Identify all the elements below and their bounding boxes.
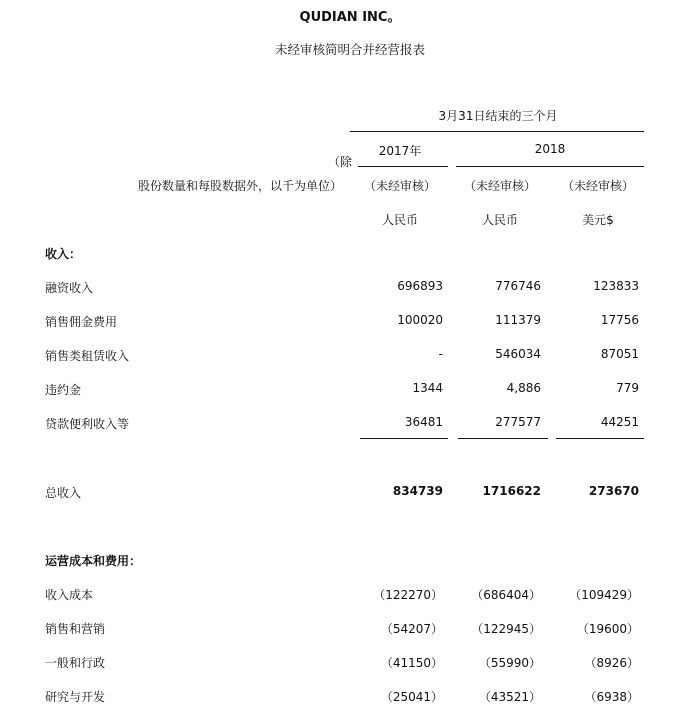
audit-label-2: （未经审核）: [561, 179, 634, 193]
period-header: 3月31日结束的三个月: [438, 109, 558, 123]
row-value: 44251: [600, 415, 639, 429]
company-name: QUDIAN INC。: [299, 10, 401, 25]
row-value: （686404）: [471, 588, 541, 602]
total-revenue-label: 总收入: [45, 486, 82, 500]
row-value: （55990）: [478, 656, 541, 670]
row-value: 36481: [404, 415, 443, 429]
year-2018-rule: [456, 166, 644, 167]
row-label: 融资收入: [45, 281, 94, 295]
currency-1: 人民币: [481, 213, 518, 227]
total-revenue-value: 1716622: [482, 484, 541, 498]
row-value: -: [438, 347, 443, 361]
row-value: （25041）: [380, 690, 443, 704]
total-revenue-value: 834739: [392, 484, 443, 498]
row-value: 1344: [412, 381, 443, 395]
currency-0: 人民币: [381, 213, 418, 227]
subtotal-rule-2: [556, 438, 644, 439]
row-label: 销售类租赁收入: [45, 349, 130, 363]
row-value: 696893: [397, 279, 443, 293]
row-label: 违约金: [45, 383, 82, 397]
row-value: （19600）: [576, 622, 639, 636]
row-value: （54207）: [380, 622, 443, 636]
row-value: 546034: [495, 347, 541, 361]
row-value: 17756: [600, 313, 639, 327]
unit-note-line2: 股份数量和每股数据外，以千为单位）: [137, 179, 342, 193]
row-value: （109429）: [569, 588, 639, 602]
row-label: 研究与开发: [45, 690, 106, 704]
row-value: 4,886: [506, 381, 541, 395]
subtotal-rule-1: [458, 438, 548, 439]
unit-note-line1: （除: [328, 155, 353, 169]
row-value: （122270）: [373, 588, 443, 602]
currency-2: 美元$: [582, 213, 614, 227]
row-value: （6938）: [584, 690, 639, 704]
costs-section-label: 运营成本和费用：: [45, 554, 142, 568]
row-label: 收入成本: [45, 588, 94, 602]
subtotal-rule-0: [360, 438, 448, 439]
year-2017-rule: [358, 166, 448, 167]
row-value: 779: [616, 381, 639, 395]
row-value: 87051: [600, 347, 639, 361]
row-label: 一般和行政: [45, 656, 106, 670]
row-value: （43521）: [478, 690, 541, 704]
row-value: 100020: [397, 313, 443, 327]
statement-title: 未经审核简明合并经营报表: [274, 42, 425, 57]
total-revenue-value: 273670: [588, 484, 639, 498]
year-2017: 2017年: [378, 144, 422, 158]
row-value: （41150）: [380, 656, 443, 670]
row-label: 销售佣金费用: [45, 315, 118, 329]
row-label: 销售和营销: [45, 622, 106, 636]
audit-label-0: （未经审核）: [363, 179, 436, 193]
row-label: 贷款便利收入等: [45, 417, 130, 431]
audit-label-1: （未经审核）: [463, 179, 536, 193]
period-rule: [350, 131, 644, 132]
revenue-section-label: 收入：: [45, 247, 82, 261]
year-2018: 2018: [534, 142, 566, 156]
row-value: （122945）: [471, 622, 541, 636]
row-value: 277577: [495, 415, 541, 429]
row-value: 776746: [495, 279, 541, 293]
row-value: （8926）: [584, 656, 639, 670]
row-value: 123833: [593, 279, 639, 293]
row-value: 111379: [495, 313, 541, 327]
